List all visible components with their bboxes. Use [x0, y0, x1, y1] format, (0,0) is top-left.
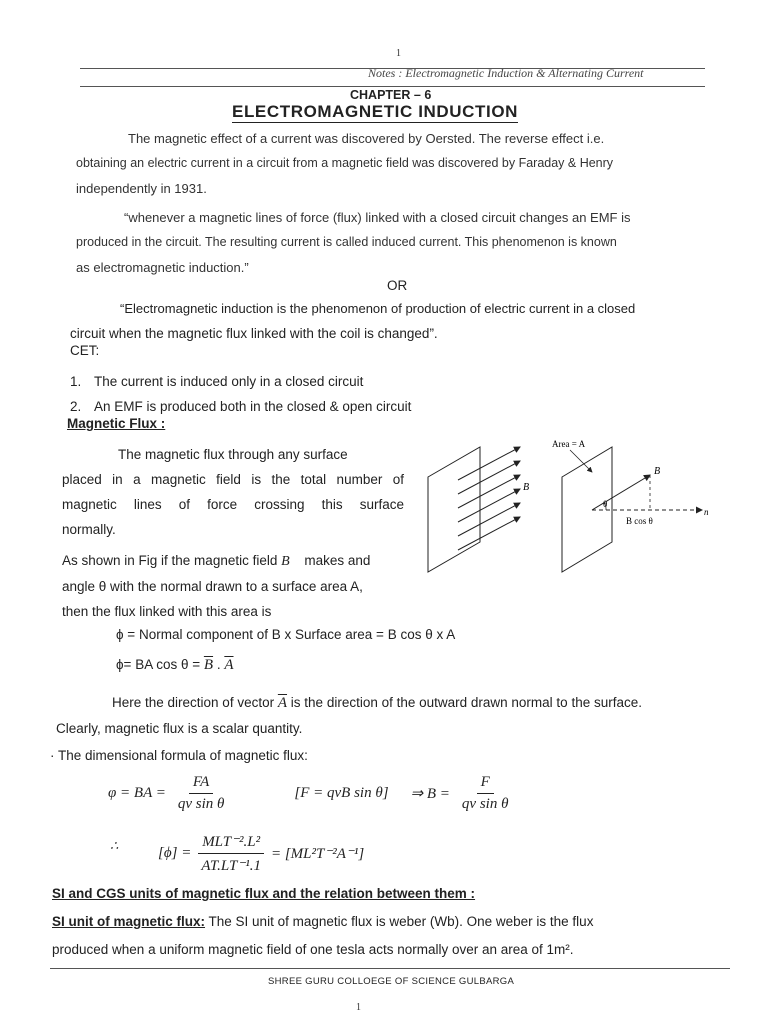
alternate-definition: “Electromagnetic induction is the phenomenon of production of electric current in a closed circuit when the magnetic flux linked with the coil is changed”.: [70, 301, 636, 341]
intro-paragraph: The magnetic effect of a current was discovered by Oersted. The reverse effect i.e. obtaining an electric current in a circuit from a magnetic field was discovered by Faraday & Henry independently in 1931.: [76, 131, 614, 196]
explanation: As shown in Fig if the magnetic field B⃗ makes and angle θ with the normal drawn to a surface area A, then the flux linked with this area is: [62, 553, 371, 619]
page-number-bottom: 1: [356, 1002, 361, 1013]
surface-plate-right: [562, 447, 612, 572]
definition-paragraph: “whenever a magnetic lines of force (flux) linked with a closed circuit changes an EMF is produced in the circuit. The resulting current is called induced current. This phenomenon is known as electromagnetic induction.”: [76, 210, 631, 275]
si-unit-line1: SI unit of magnetic flux: The SI unit of magnetic flux is weber (Wb). One weber is the flux: [52, 914, 594, 929]
surface-plate-left: [428, 447, 480, 572]
footer-college: SHREE GURU COLLOEGE OF SCIENCE GULBARGA: [268, 976, 515, 987]
header-rule-lower: [80, 86, 705, 87]
bcos-label: B cos θ: [626, 516, 653, 526]
flux-figure: [420, 432, 710, 582]
chapter-title: ELECTROMAGNETIC INDUCTION: [232, 102, 519, 121]
formula-dot-product: ϕ= BA $\cos \theta = \overline{B}$ . $\overline{A}$: [116, 657, 234, 673]
b-vector: [592, 475, 650, 510]
running-header: Notes : Electromagnetic Induction & Alternating Current: [368, 66, 644, 80]
si-cgs-heading: SI and CGS units of magnetic flux and the relation between them :: [52, 886, 476, 901]
area-label: Area = A: [552, 439, 586, 449]
page-number-top: 1: [396, 48, 401, 59]
flux-equation: φ = BA = $\frac{FA}{\text{qv sin θ}}$ [F = qvB sin θ] ⇒ B = $\frac{F}{\text{qv sin θ}}$: [108, 774, 509, 812]
list-item: 2. An EMF is produced both in the closed & open circuit: [70, 399, 412, 414]
theta-label: θ: [603, 499, 608, 509]
direction-note: Here the direction of vector $\overline{A}$ is the direction of the outward drawn normal to the surface.: [112, 695, 642, 711]
field-lines: [458, 447, 520, 550]
scalar-note: Clearly, magnetic flux is a scalar quantity.: [56, 721, 303, 736]
flux-definition: The magnetic flux through any surface placed in a magnetic field is the total number of magnetic lines of force crossing this surface normally.: [62, 447, 404, 537]
dimensional-equation: [ϕ] = $\frac{\text{MLT⁻².L²}}{\text{AT.LT⁻¹.1}}$ = [ML²T⁻²A⁻¹]: [158, 834, 365, 874]
formula-normal-component: ϕ = Normal component of B x Surface area = B cos θ x A: [116, 627, 456, 642]
dimensional-intro: · The dimensional formula of magnetic flux:: [50, 748, 308, 763]
chapter-label: CHAPTER – 6: [350, 88, 432, 102]
footer-rule: [50, 968, 730, 969]
b-vector-label: B: [654, 466, 661, 477]
header-rule: [80, 68, 705, 69]
list-item: 1. The current is induced only in a closed circuit: [70, 374, 364, 389]
magnetic-flux-heading: Magnetic Flux :: [67, 416, 166, 431]
cet-label: CET:: [70, 343, 100, 358]
or-label: OR: [387, 278, 408, 293]
si-unit-line2: produced when a uniform magnetic field of one tesla acts normally over an area of 1m².: [52, 942, 574, 957]
field-b-label: B: [523, 482, 530, 493]
cet-list: [70, 369, 411, 419]
normal-label: n: [704, 507, 709, 517]
therefore-symbol: ∴: [110, 838, 119, 853]
